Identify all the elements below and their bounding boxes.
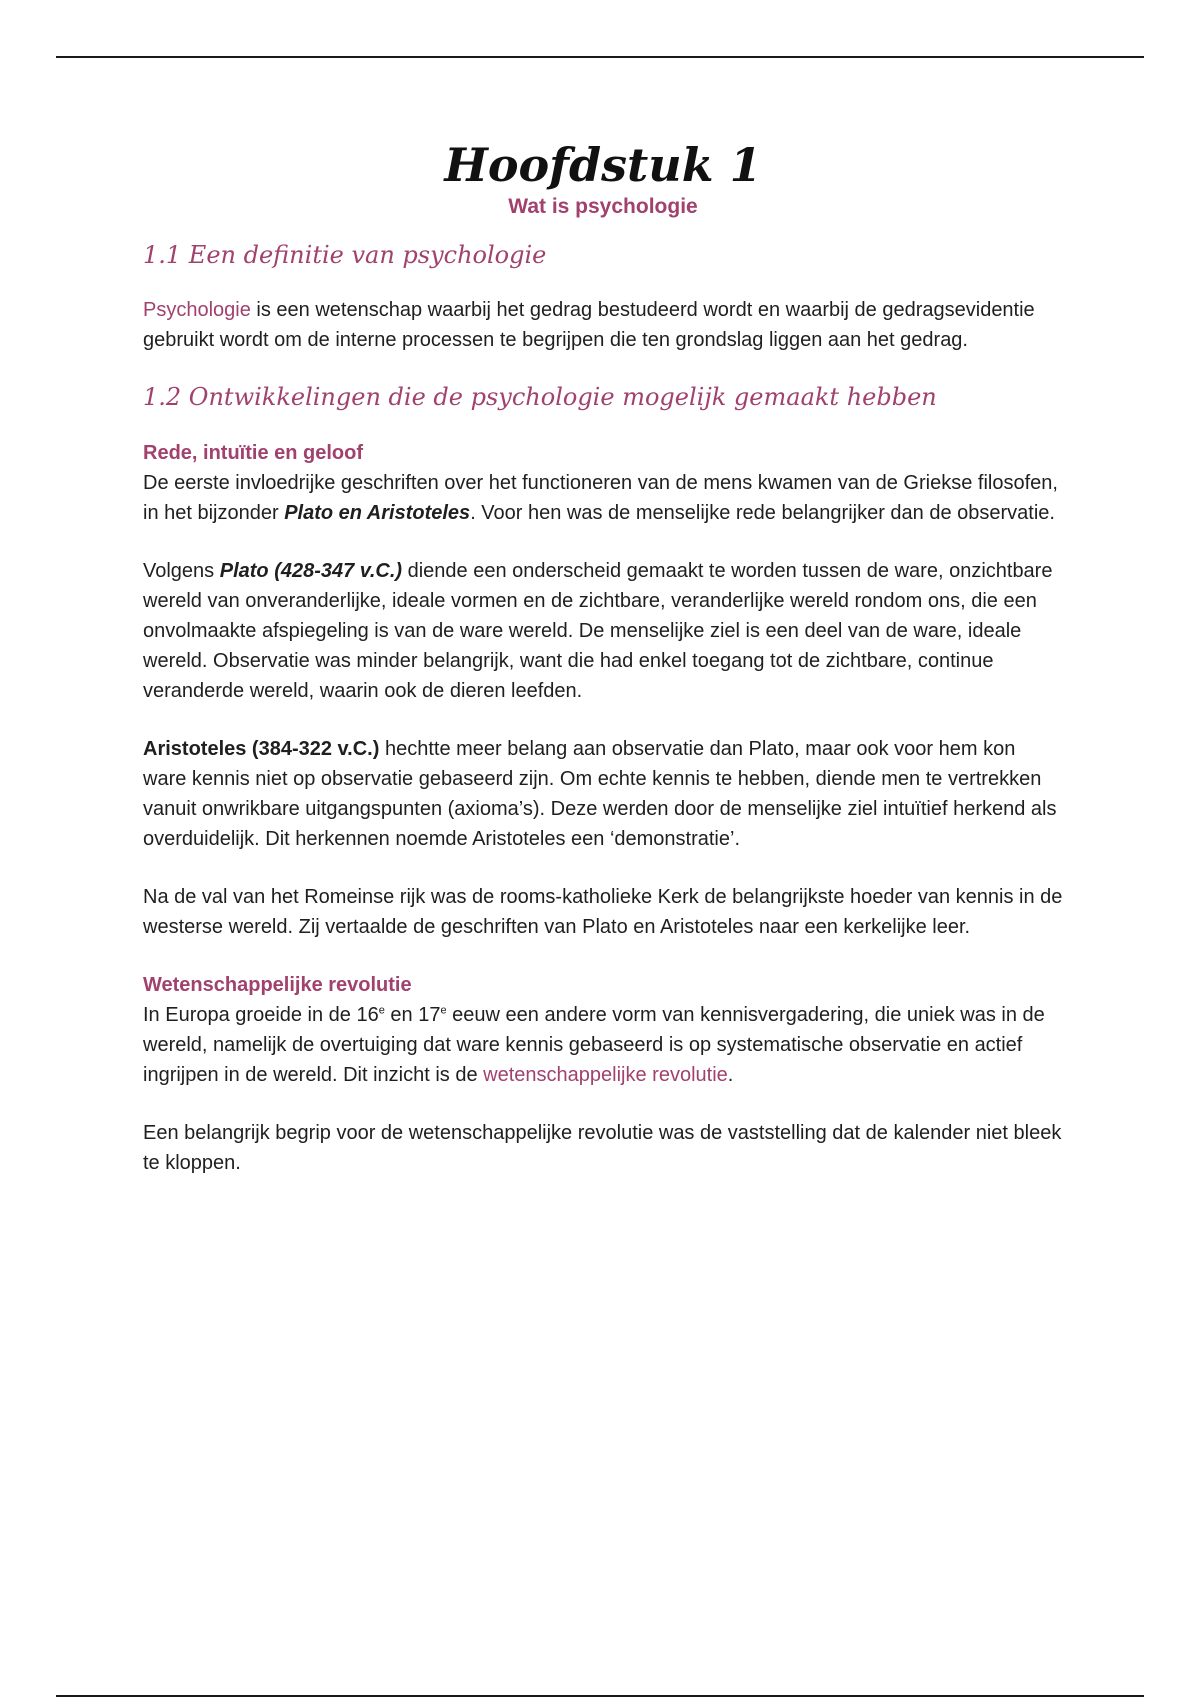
definition-text: is een wetenschap waarbij het gedrag bestudeerd wordt en waarbij de gedragsevidentie gebruikt wordt om de interne processen te begrijpen die ten grondslag liggen aan het gedrag.: [143, 299, 1035, 352]
paragraph-revolution: [143, 1000, 1063, 1090]
text-fragment: De eerste invloedrijke geschriften over het functioneren van de mens kwamen van de Griekse filosofen, in het bijzonder: [143, 472, 1058, 525]
paragraph-church: Na de val van het Romeinse rijk was de rooms-katholieke Kerk de belangrijkste hoeder van kennis in de westerse wereld. Zij vertaalde de geschriften van Plato en Aristoteles naar een kerkelijke leer.: [143, 886, 1063, 939]
subheading-revolutie: Wetenschappelijke revolutie: [143, 974, 412, 997]
paragraph-aristoteles: [143, 734, 1063, 854]
section-heading-1-2: 1.2 Ontwikkelingen die de psychologie mogelijk gemaakt hebben: [143, 383, 937, 412]
paragraph-calendar: Een belangrijk begrip voor de wetenschappelijke revolutie was de vaststelling dat de kalender niet bleek te kloppen.: [143, 1122, 1062, 1175]
text-fragment: diende een onderscheid gemaakt te worden tussen de ware, onzichtbare wereld van onveranderlijke, ideale vormen en de zichtbare, veranderlijke wereld rondom ons, die een onvolmaakte afspiegeling is van de ware wereld. De menselijke ziel is een deel van de ware, ideale wereld. Observatie was minder belangrijk, want die had enkel toegang tot de zichtbare, continue veranderde wereld, waarin ook de dieren leefden.: [143, 560, 1053, 703]
emphasis-plato: Plato (428-347 v.C.): [219, 560, 403, 583]
section-heading-1-1: 1.1 Een definitie van psychologie: [143, 240, 547, 269]
emphasis-plato-aristoteles: Plato en Aristoteles: [284, 502, 471, 525]
document-page: [143, 140, 1063, 1206]
superscript: e: [440, 1004, 447, 1017]
text-fragment: In Europa groeide in de 16: [143, 1004, 379, 1027]
definition-paragraph: [143, 295, 1063, 355]
text-fragment: . Voor hen was de menselijke rede belangrijker dan de observatie.: [470, 502, 1055, 525]
text-fragment: hechtte meer belang aan observatie dan Plato, maar ook voor hem kon ware kennis niet op observatie gebaseerd zijn. Om echte kennis te hebben, diende men te vertrekken vanuit onwrikbare uitgangspunten (axioma’s). Deze werden door de menselijke ziel intuïtief herkend als overduidelijk. Dit herkennen noemde Aristoteles een ‘demonstratie’.: [143, 738, 1057, 851]
chapter-subtitle: Wat is psychologie: [508, 194, 698, 218]
chapter-title: Hoofdstuk 1: [444, 138, 762, 192]
term-psychologie: Psychologie: [143, 299, 251, 322]
text-fragment: eeuw een andere vorm van kennisvergadering, die uniek was in de wereld, namelijk de overtuiging dat ware kennis gebaseerd is op systematische observatie en actief ingrijpen in de wereld. Dit inzicht is de: [143, 1004, 1045, 1087]
text-fragment: .: [727, 1064, 734, 1087]
term-wetenschappelijke-revolutie: wetenschappelijke revolutie: [483, 1064, 728, 1087]
paragraph-plato: [143, 556, 1063, 706]
paragraph-greek-philosophers: [143, 468, 1063, 528]
bottom-rule: [56, 1695, 1144, 1697]
text-fragment: Volgens: [143, 560, 220, 583]
subheading-rede: Rede, intuïtie en geloof: [143, 442, 364, 465]
text-fragment: en 17: [384, 1004, 441, 1027]
top-rule: [56, 56, 1144, 58]
superscript: e: [378, 1004, 385, 1017]
strong-aristoteles: Aristoteles (384-322 v.C.): [143, 738, 380, 761]
